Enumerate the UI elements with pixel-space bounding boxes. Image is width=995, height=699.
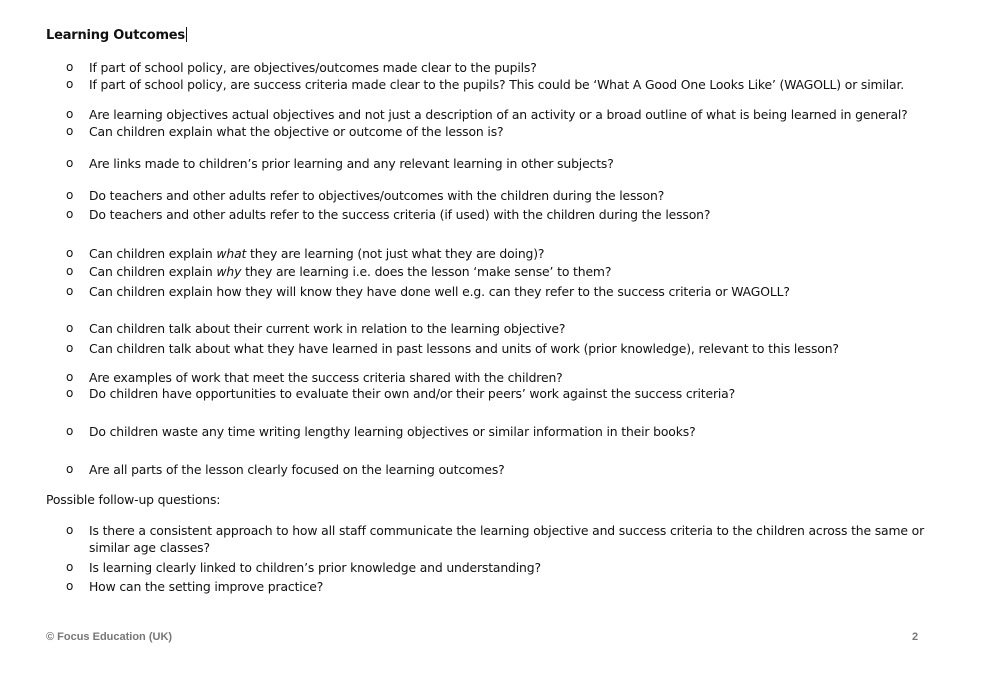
list-item — [66, 283, 959, 300]
list-item — [66, 155, 959, 172]
item-text: Do children waste any time writing lengthy learning objectives or similar information in their books? — [89, 424, 696, 439]
list-item — [66, 461, 959, 478]
list-item — [66, 423, 959, 440]
bullet-icon: o — [66, 579, 74, 593]
bullet-icon: o — [66, 156, 74, 170]
followup-title: Possible follow-up questions: — [46, 492, 221, 507]
item-text: Can children talk about their current work in relation to the learning objective? — [89, 321, 566, 336]
item-text: Are examples of work that meet the success criteria shared with the children? — [89, 370, 563, 385]
heading-text: Learning Outcomes — [46, 28, 185, 43]
bullet-icon: o — [66, 284, 74, 298]
item-text: How can the setting improve practice? — [89, 579, 324, 594]
list-item — [66, 385, 959, 402]
item-text: Can children explain — [89, 264, 217, 279]
bullet-icon: o — [66, 341, 74, 355]
list-item — [66, 59, 959, 76]
item-text: Are all parts of the lesson clearly focused on the learning outcomes? — [89, 462, 505, 477]
bullet-icon: o — [66, 207, 74, 221]
item-text: they are learning (not just what they are doing)? — [246, 246, 545, 261]
list-item — [66, 320, 959, 337]
bullet-icon: o — [66, 424, 74, 438]
item-text: Are links made to children’s prior learning and any relevant learning in other subjects? — [89, 156, 614, 171]
list-item — [66, 369, 959, 386]
followup-item — [66, 578, 959, 595]
list-item — [66, 340, 959, 357]
followup-item — [66, 559, 959, 576]
item-text: Can children explain how they will know they have done well e.g. can they refer to the success criteria or WAGOLL? — [89, 284, 790, 299]
page-number: 2 — [912, 631, 919, 643]
followup-item — [66, 522, 955, 556]
bullet-icon: o — [66, 264, 74, 278]
bullet-icon: o — [66, 77, 74, 91]
item-text: If part of school policy, are objectives/outcomes made clear to the pupils? — [89, 60, 537, 75]
item-text: Is there a consistent approach to how all staff communicate the learning objective and success criteria to the children across the same or similar age classes? — [89, 523, 925, 555]
item-text: Can children explain what the objective or outcome of the lesson is? — [89, 124, 504, 139]
item-text: Are learning objectives actual objectives and not just a description of an activity or a broad outline of what is being learned in general? — [89, 107, 908, 122]
bullet-icon: o — [66, 124, 74, 138]
item-emphasis: what — [216, 246, 247, 261]
bullet-icon: o — [66, 60, 74, 74]
list-item — [66, 206, 959, 223]
item-text: Do children have opportunities to evaluate their own and/or their peers’ work against the success criteria? — [89, 386, 736, 401]
bullet-icon: o — [66, 107, 74, 121]
bullet-icon: o — [66, 560, 74, 574]
list-item — [66, 187, 959, 204]
bullet-icon: o — [66, 523, 74, 537]
bullet-icon: o — [66, 386, 74, 400]
bullet-icon: o — [66, 462, 74, 476]
item-text: Do teachers and other adults refer to objectives/outcomes with the children during the lesson? — [89, 188, 665, 203]
bullet-icon: o — [66, 370, 74, 384]
item-text: they are learning i.e. does the lesson ‘make sense’ to them? — [241, 264, 612, 279]
text-cursor — [186, 27, 187, 42]
list-item — [66, 76, 959, 93]
bullet-icon: o — [66, 321, 74, 335]
bullet-icon: o — [66, 246, 74, 260]
footer-copyright: © Focus Education (UK) — [46, 631, 173, 643]
item-emphasis: why — [216, 264, 242, 279]
item-text: Is learning clearly linked to children’s prior knowledge and understanding? — [89, 560, 541, 575]
item-text: Can children explain — [89, 246, 217, 261]
item-text: Do teachers and other adults refer to the success criteria (if used) with the children during the lesson? — [89, 207, 711, 222]
list-item — [66, 106, 959, 123]
bullet-icon: o — [66, 188, 74, 202]
item-text: Can children talk about what they have learned in past lessons and units of work (prior knowledge), relevant to this lesson? — [89, 341, 839, 356]
item-text: If part of school policy, are success criteria made clear to the pupils? This could be ‘What A Good One Looks Like’ (WAGOLL) or similar. — [89, 77, 905, 92]
list-item — [66, 263, 959, 280]
list-item — [66, 123, 959, 140]
page-heading — [46, 27, 187, 43]
list-item — [66, 245, 959, 262]
